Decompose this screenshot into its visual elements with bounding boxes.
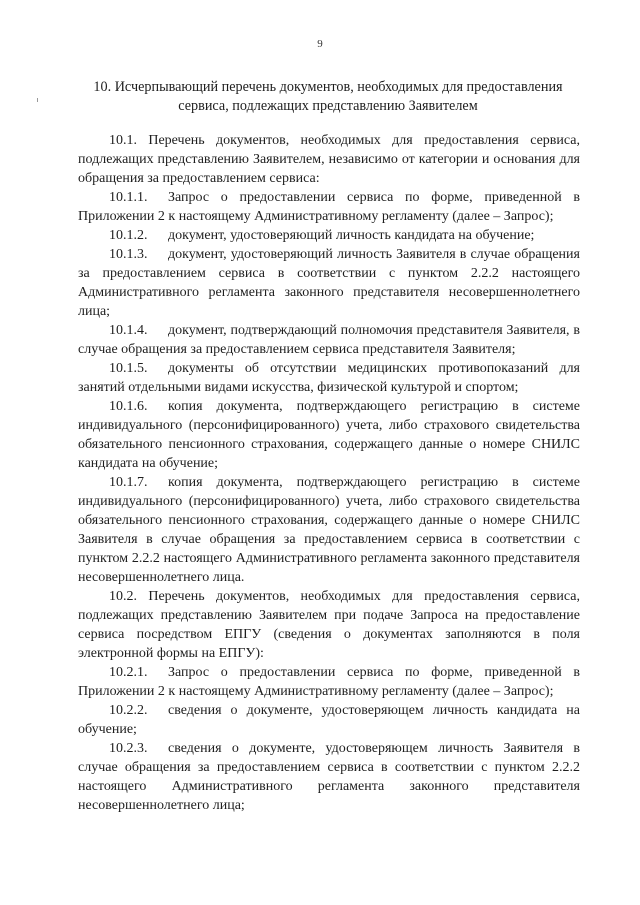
list-item-10-1-4 (78, 321, 580, 359)
item-text: сведения о документе, удостоверяющем личность кандидата на обучение; (78, 703, 580, 737)
scan-artifact (37, 98, 38, 102)
item-text: копия документа, подтверждающего регистрацию в системе индивидуального (персонифицированного) учета, либо страхового свидетельства обязательного пенсионного страхования, содержащего данные о номере СНИЛС Заявителя в случае обращения за предоставлением сервиса в соответствии с пунктом 2.2.2 настоящего Административного регламента законного представителя несовершеннолетнего лица. (78, 475, 580, 585)
item-number: 10.1.6. (109, 399, 148, 414)
paragraph-10-1 (78, 131, 580, 188)
item-text: Запрос о предоставлении сервиса по форме, приведенной в Приложении 2 к настоящему Административному регламенту (далее – Запрос); (78, 665, 580, 699)
paragraph-text: 10.1. Перечень документов, необходимых для предоставления сервиса, подлежащих представлению Заявителем, независимо от категории и основания для обращения за предоставлением сервиса: (78, 133, 580, 186)
item-text: сведения о документе, удостоверяющем личность Заявителя в случае обращения за предоставлением сервиса в соответствии с пунктом 2.2.2 настоящего Административного регламента законного представителя несовершеннолетнего лица; (78, 741, 580, 813)
item-number: 10.2.1. (109, 665, 148, 680)
list-item-10-1-6 (78, 397, 580, 473)
item-number: 10.2.2. (109, 703, 148, 718)
list-item-10-1-7 (78, 473, 580, 587)
item-number: 10.1.1. (109, 190, 148, 205)
item-number: 10.1.2. (109, 228, 148, 243)
paragraph-text: 10.2. Перечень документов, необходимых для предоставления сервиса, подлежащих представлению Заявителем при подаче Запроса на предоставление сервиса посредством ЕПГУ (сведения о документах заполняются в поля электронной формы на ЕПГУ): (78, 589, 580, 661)
item-text: Запрос о предоставлении сервиса по форме, приведенной в Приложении 2 к настоящему Административному регламенту (далее – Запрос); (78, 190, 580, 224)
list-item-10-1-5 (78, 359, 580, 397)
page-number: 9 (317, 38, 323, 50)
item-text: документы об отсутствии медицинских противопоказаний для занятий отдельными видами искусства, физической культурой и спортом; (78, 361, 580, 395)
item-number: 10.1.7. (109, 475, 148, 490)
item-number: 10.1.3. (109, 247, 148, 262)
list-item-10-2-1 (78, 663, 580, 701)
list-item-10-2-3 (78, 739, 580, 815)
document-body (78, 131, 580, 815)
list-item-10-2-2 (78, 701, 580, 739)
item-text: документ, удостоверяющий личность Заявителя в случае обращения за предоставлением сервиса в соответствии с пунктом 2.2.2 настоящего Административного регламента законного представителя несовершеннолетнего лица; (78, 247, 580, 319)
item-text: копия документа, подтверждающего регистрацию в системе индивидуального (персонифицированного) учета, либо страхового свидетельства обязательного пенсионного страхования, содержащего данные о номере СНИЛС кандидата на обучение; (78, 399, 580, 471)
list-item-10-1-3 (78, 245, 580, 321)
list-item-10-1-2 (78, 226, 580, 245)
section-heading: 10. Исчерпывающий перечень документов, необходимых для предоставления сервиса, подлежащих представлению Заявителем (93, 79, 563, 114)
list-item-10-1-1 (78, 188, 580, 226)
item-number: 10.1.4. (109, 323, 148, 338)
item-text: документ, подтверждающий полномочия представителя Заявителя, в случае обращения за предоставлением сервиса представителя Заявителя; (78, 323, 580, 357)
item-text: документ, удостоверяющий личность кандидата на обучение; (168, 228, 535, 243)
item-number: 10.1.5. (109, 361, 148, 376)
paragraph-10-2 (78, 587, 580, 663)
item-number: 10.2.3. (109, 741, 148, 756)
